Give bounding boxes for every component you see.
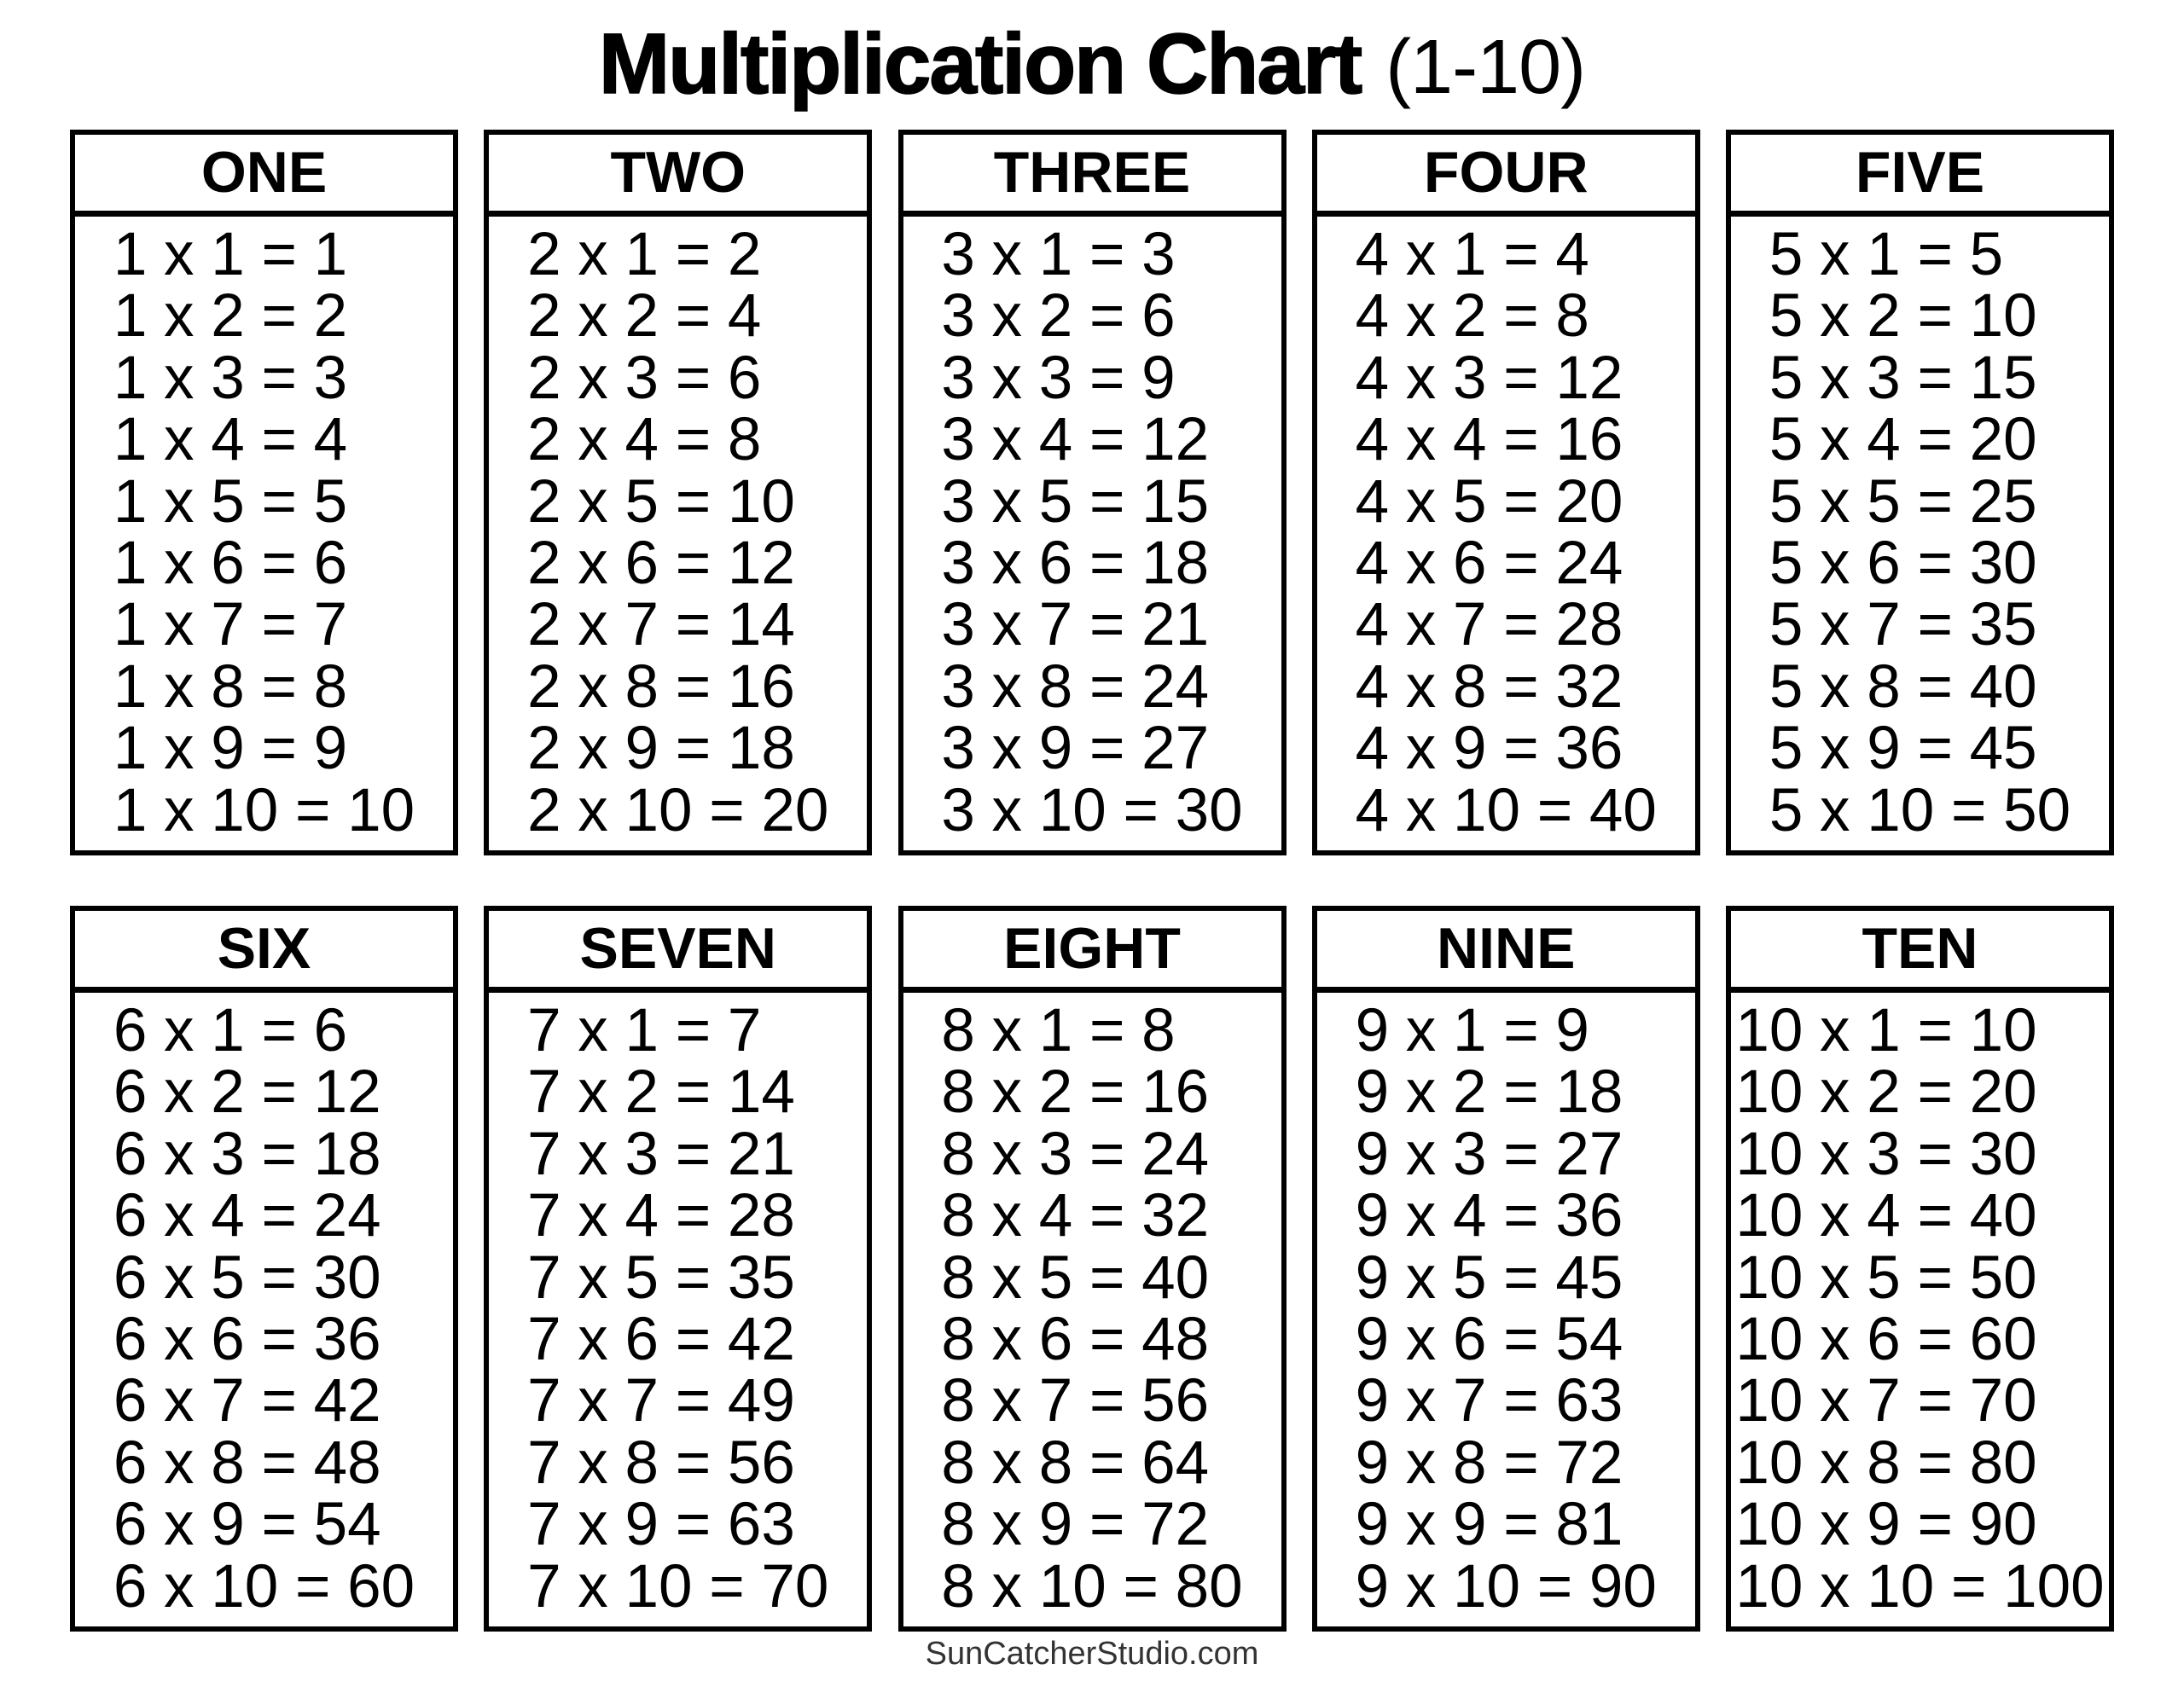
- equation-list: [941, 997, 1243, 1620]
- equation: 1 x 7 = 7: [113, 591, 348, 659]
- equation: 10 x 3 = 30: [1735, 1120, 2037, 1188]
- times-table-card: [1726, 130, 2114, 855]
- equation: 9 x 2 = 18: [1355, 1058, 1623, 1127]
- equation: 5 x 10 = 50: [1769, 776, 2071, 844]
- equation: 3 x 5 = 15: [941, 467, 1210, 536]
- times-table-title: TWO: [489, 135, 867, 217]
- equation: 3 x 7 = 21: [941, 591, 1210, 659]
- page-title: [0, 0, 2184, 128]
- times-table-title: FIVE: [1731, 135, 2109, 217]
- equation: 7 x 10 = 70: [527, 1552, 829, 1620]
- equation: 4 x 5 = 20: [1355, 467, 1623, 536]
- equation: 4 x 7 = 28: [1355, 591, 1623, 659]
- times-table-body: [1317, 993, 1695, 1626]
- equation: 2 x 7 = 14: [527, 591, 795, 659]
- equation: 2 x 9 = 18: [527, 715, 795, 783]
- equation: 4 x 10 = 40: [1355, 776, 1657, 844]
- equation: 7 x 5 = 35: [527, 1244, 795, 1312]
- equation: 1 x 9 = 9: [113, 715, 348, 783]
- equation: 8 x 7 = 56: [941, 1367, 1210, 1435]
- equation: 1 x 6 = 6: [113, 530, 348, 598]
- equation: 6 x 9 = 54: [113, 1491, 381, 1559]
- equation: 7 x 9 = 63: [527, 1491, 795, 1559]
- page-title-range: (1-10): [1385, 25, 1586, 110]
- equation: 1 x 2 = 2: [113, 282, 348, 351]
- equation: 3 x 3 = 9: [941, 344, 1176, 412]
- times-table-title: ONE: [75, 135, 453, 217]
- equation: 7 x 4 = 28: [527, 1182, 795, 1250]
- equation-list: [941, 221, 1243, 844]
- equation: 9 x 7 = 63: [1355, 1367, 1623, 1435]
- times-table-card: [1312, 130, 1700, 855]
- times-table-body: [903, 217, 1281, 850]
- equation: 8 x 1 = 8: [941, 997, 1176, 1064]
- equation: 2 x 3 = 6: [527, 344, 762, 412]
- equation: 1 x 8 = 8: [113, 652, 348, 721]
- equation: 1 x 1 = 1: [113, 221, 348, 288]
- equation: 2 x 5 = 10: [527, 467, 795, 536]
- equation: 8 x 2 = 16: [941, 1058, 1210, 1127]
- equation: 6 x 2 = 12: [113, 1058, 381, 1127]
- tables-grid: [70, 130, 2114, 1632]
- times-table-body: [1317, 217, 1695, 850]
- equation: 4 x 3 = 12: [1355, 344, 1623, 412]
- equation: 7 x 3 = 21: [527, 1120, 795, 1188]
- equation: 9 x 6 = 54: [1355, 1306, 1623, 1374]
- equation: 4 x 6 = 24: [1355, 530, 1623, 598]
- equation: 3 x 2 = 6: [941, 282, 1176, 351]
- equation: 2 x 10 = 20: [527, 776, 829, 844]
- equation: 3 x 10 = 30: [941, 776, 1243, 844]
- equation: 9 x 1 = 9: [1355, 997, 1589, 1064]
- equation: 5 x 3 = 15: [1769, 344, 2037, 412]
- times-table-title: NINE: [1317, 911, 1695, 993]
- equation-list: [1355, 997, 1657, 1620]
- equation: 9 x 9 = 81: [1355, 1491, 1623, 1559]
- equation: 3 x 8 = 24: [941, 652, 1210, 721]
- equation: 7 x 2 = 14: [527, 1058, 795, 1127]
- equation: 5 x 6 = 30: [1769, 530, 2037, 598]
- times-table-card: [70, 130, 458, 855]
- equation: 2 x 6 = 12: [527, 530, 795, 598]
- equation: 9 x 4 = 36: [1355, 1182, 1623, 1250]
- equation: 4 x 1 = 4: [1355, 221, 1589, 288]
- equation: 9 x 10 = 90: [1355, 1552, 1657, 1620]
- times-table-body: [75, 993, 453, 1626]
- equation: 5 x 2 = 10: [1769, 282, 2037, 351]
- times-table-title: FOUR: [1317, 135, 1695, 217]
- equation: 5 x 4 = 20: [1769, 406, 2037, 474]
- equation: 8 x 3 = 24: [941, 1120, 1210, 1188]
- times-table-card: [898, 130, 1287, 855]
- times-table-body: [1731, 217, 2109, 850]
- equation: 1 x 3 = 3: [113, 344, 348, 412]
- page-title-main: Multiplication Chart: [598, 16, 1362, 112]
- equation: 10 x 1 = 10: [1735, 997, 2037, 1064]
- equation: 10 x 4 = 40: [1735, 1182, 2037, 1250]
- equation: 4 x 9 = 36: [1355, 715, 1623, 783]
- equation: 10 x 2 = 20: [1735, 1058, 2037, 1127]
- equation: 6 x 7 = 42: [113, 1367, 381, 1435]
- equation: 7 x 6 = 42: [527, 1306, 795, 1374]
- equation: 2 x 2 = 4: [527, 282, 762, 351]
- equation: 10 x 6 = 60: [1735, 1306, 2037, 1374]
- equation: 5 x 5 = 25: [1769, 467, 2037, 536]
- equation: 5 x 8 = 40: [1769, 652, 2037, 721]
- equation: 6 x 1 = 6: [113, 997, 348, 1064]
- equation: 7 x 1 = 7: [527, 997, 762, 1064]
- times-table-card: [898, 906, 1287, 1632]
- equation-list: [527, 997, 829, 1620]
- equation: 6 x 10 = 60: [113, 1552, 415, 1620]
- times-table-card: [484, 130, 872, 855]
- equation: 8 x 10 = 80: [941, 1552, 1243, 1620]
- times-table-title: THREE: [903, 135, 1281, 217]
- equation: 3 x 9 = 27: [941, 715, 1210, 783]
- times-table-card: [70, 906, 458, 1632]
- equation: 1 x 5 = 5: [113, 467, 348, 536]
- equation: 6 x 5 = 30: [113, 1244, 381, 1312]
- equation: 4 x 2 = 8: [1355, 282, 1589, 351]
- equation: 7 x 8 = 56: [527, 1429, 795, 1497]
- equation: 2 x 1 = 2: [527, 221, 762, 288]
- equation: 8 x 9 = 72: [941, 1491, 1210, 1559]
- equation: 6 x 3 = 18: [113, 1120, 381, 1188]
- equation: 5 x 9 = 45: [1769, 715, 2037, 783]
- times-table-body: [1731, 993, 2109, 1626]
- times-table-title: SIX: [75, 911, 453, 993]
- equation: 9 x 8 = 72: [1355, 1429, 1623, 1497]
- equation: 6 x 4 = 24: [113, 1182, 381, 1250]
- times-table-card: [1312, 906, 1700, 1632]
- equation: 1 x 4 = 4: [113, 406, 348, 474]
- equation: 4 x 8 = 32: [1355, 652, 1623, 721]
- equation: 10 x 10 = 100: [1735, 1552, 2105, 1620]
- equation: 8 x 4 = 32: [941, 1182, 1210, 1250]
- equation-list: [1355, 221, 1657, 844]
- equation-list: [1735, 997, 2105, 1620]
- equation: 5 x 1 = 5: [1769, 221, 2004, 288]
- equation: 8 x 8 = 64: [941, 1429, 1210, 1497]
- equation: 9 x 3 = 27: [1355, 1120, 1623, 1188]
- equation: 1 x 10 = 10: [113, 776, 415, 844]
- equation: 2 x 4 = 8: [527, 406, 762, 474]
- times-table-card: [484, 906, 872, 1632]
- times-table-body: [903, 993, 1281, 1626]
- times-table-title: TEN: [1731, 911, 2109, 993]
- equation: 3 x 4 = 12: [941, 406, 1210, 474]
- equation: 9 x 5 = 45: [1355, 1244, 1623, 1312]
- equation: 7 x 7 = 49: [527, 1367, 795, 1435]
- times-table-card: [1726, 906, 2114, 1632]
- times-table-body: [489, 993, 867, 1626]
- equation: 10 x 5 = 50: [1735, 1244, 2037, 1312]
- equation-list: [1769, 221, 2071, 844]
- equation: 3 x 6 = 18: [941, 530, 1210, 598]
- times-table-body: [489, 217, 867, 850]
- equation-list: [527, 221, 829, 844]
- equation: 2 x 8 = 16: [527, 652, 795, 721]
- equation-list: [113, 221, 415, 844]
- equation: 6 x 6 = 36: [113, 1306, 381, 1374]
- equation: 3 x 1 = 3: [941, 221, 1176, 288]
- times-table-body: [75, 217, 453, 850]
- footer-credit: SunCatcherStudio.com: [925, 1636, 1259, 1672]
- equation: 8 x 5 = 40: [941, 1244, 1210, 1312]
- equation: 8 x 6 = 48: [941, 1306, 1210, 1374]
- equation: 10 x 9 = 90: [1735, 1491, 2037, 1559]
- equation: 10 x 7 = 70: [1735, 1367, 2037, 1435]
- equation: 5 x 7 = 35: [1769, 591, 2037, 659]
- equation: 10 x 8 = 80: [1735, 1429, 2037, 1497]
- times-table-title: SEVEN: [489, 911, 867, 993]
- equation-list: [113, 997, 415, 1620]
- equation: 6 x 8 = 48: [113, 1429, 381, 1497]
- times-table-title: EIGHT: [903, 911, 1281, 993]
- equation: 4 x 4 = 16: [1355, 406, 1623, 474]
